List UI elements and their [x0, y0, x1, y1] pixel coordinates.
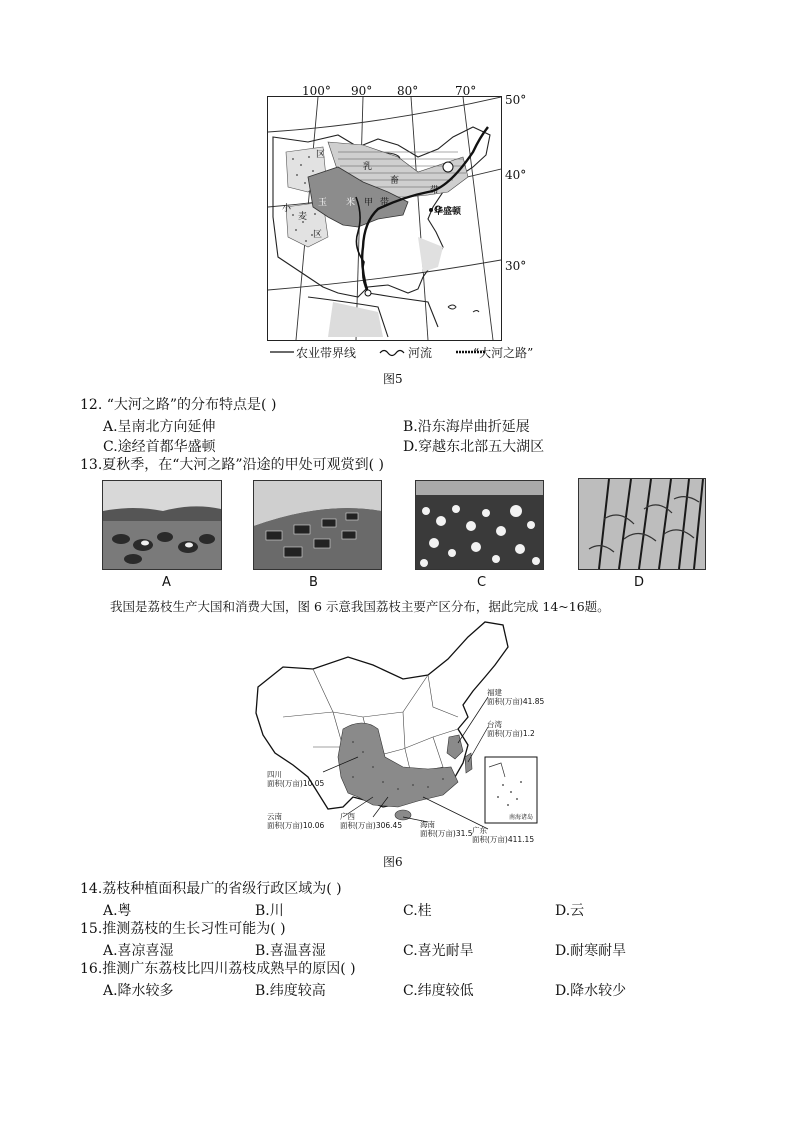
question-15-option-a[interactable]: A.喜凉喜湿: [103, 943, 174, 959]
region-char: 区: [313, 230, 323, 240]
label-guangxi: [340, 812, 402, 830]
photo-option-c-cotton[interactable]: [415, 480, 544, 570]
region-char: 带: [430, 186, 440, 196]
photo-option-b-harvesters[interactable]: [253, 480, 382, 570]
label-fujian: [487, 688, 544, 706]
question-15-option-c[interactable]: C.喜光耐旱: [403, 943, 474, 959]
province-name: 广西: [340, 812, 355, 821]
region-char: 麦: [298, 212, 308, 222]
province-area: 面积(万亩)41.85: [487, 697, 545, 706]
lychee-intro-text: 我国是荔枝生产大国和消费大国，图 6 示意我国荔枝主要产区分布，据此完成 14~16题。: [110, 599, 610, 614]
photo-label-b: B: [309, 575, 318, 590]
question-15-option-b[interactable]: B.喜温喜湿: [255, 943, 326, 959]
region-char: 带: [380, 198, 390, 208]
photo-option-d-corn[interactable]: [578, 478, 706, 570]
question-12-option-b[interactable]: B.沿东海岸曲折延展: [403, 419, 530, 435]
question-12-option-d[interactable]: D.穿越东北部五大湖区: [403, 439, 545, 455]
question-15-option-d[interactable]: D.耐寒耐旱: [555, 943, 627, 959]
region-char: 区: [316, 150, 326, 160]
washington-marker: [429, 208, 433, 212]
question-12-option-a[interactable]: A.呈南北方向延伸: [103, 419, 216, 435]
lon-label: 100°: [302, 84, 331, 98]
figure-5-legend: [268, 344, 538, 360]
photo-label-a: A: [162, 575, 171, 590]
label-yunnan: [267, 812, 324, 830]
question-14-option-a[interactable]: A.粤: [103, 903, 132, 919]
question-15-stem: 15.推测荔枝的生长习性可能为( ): [80, 921, 286, 937]
province-name: 云南: [267, 812, 282, 821]
lon-label: 80°: [397, 84, 419, 98]
lon-label: 70°: [455, 84, 477, 98]
province-name: 四川: [267, 770, 282, 779]
region-char: 甲: [364, 198, 374, 208]
question-16-option-b[interactable]: B.纬度较高: [255, 983, 326, 999]
figure-5-map: [267, 96, 502, 341]
lat-label: 40°: [505, 168, 527, 182]
city-label-washington: 华盛顿: [434, 207, 462, 217]
province-area: 面积(万亩)31.5: [420, 829, 473, 838]
question-16-option-a[interactable]: A.降水较多: [103, 983, 174, 999]
label-guangdong: [472, 826, 534, 844]
photo-option-a-cattle[interactable]: [102, 480, 222, 570]
province-area: 面积(万亩)411.15: [472, 835, 535, 844]
province-area: 面积(万亩)10.05: [267, 779, 325, 788]
question-16-option-d[interactable]: D.降水较少: [555, 983, 627, 999]
region-char: 玉: [318, 198, 328, 208]
province-area: 面积(万亩)306.45: [340, 821, 403, 830]
region-char: 小: [282, 204, 292, 214]
province-area: 面积(万亩)1.2: [487, 729, 535, 738]
figure-5-caption: 图5: [383, 372, 403, 386]
photo-label-c: C: [477, 575, 487, 590]
question-14-option-b[interactable]: B.川: [255, 903, 284, 919]
label-sichuan: [267, 770, 324, 788]
photo-label-d: D: [634, 575, 645, 590]
province-name: 海南: [420, 820, 435, 829]
figure-6-caption: 图6: [383, 855, 403, 869]
lat-label: 50°: [505, 93, 527, 107]
legend-river: 河流: [408, 346, 433, 360]
question-12-option-c[interactable]: C.途经首都华盛顿: [103, 439, 216, 455]
legend-boundary: 农业带界线: [296, 346, 357, 360]
province-name: 福建: [487, 688, 502, 697]
province-name: 台湾: [487, 720, 502, 729]
question-14-option-d[interactable]: D.云: [555, 903, 585, 919]
question-13-stem: 13.夏秋季，在“大河之路”沿途的甲处可观赏到( ): [80, 457, 384, 473]
province-name: 广东: [472, 826, 487, 835]
legend-road: “大河之路”: [473, 346, 534, 360]
question-16-option-c[interactable]: C.纬度较低: [403, 983, 474, 999]
question-14-option-c[interactable]: C.桂: [403, 903, 432, 919]
label-taiwan: [487, 720, 535, 738]
region-char: 乳: [363, 162, 373, 172]
lon-label: 90°: [351, 84, 373, 98]
question-12-stem: 12. “大河之路”的分布特点是( ): [80, 397, 277, 413]
question-16-stem: 16.推测广东荔枝比四川荔枝成熟早的原因( ): [80, 961, 356, 977]
question-14-stem: 14.荔枝种植面积最广的省级行政区域为( ): [80, 881, 342, 897]
region-char: 畜: [390, 176, 400, 186]
lat-label: 30°: [505, 259, 527, 273]
label-hainan: [420, 820, 473, 838]
inset-label-south-china-sea: 南海诸岛: [509, 814, 534, 821]
region-char: 米: [346, 198, 356, 208]
province-area: 面积(万亩)10.06: [267, 821, 325, 830]
